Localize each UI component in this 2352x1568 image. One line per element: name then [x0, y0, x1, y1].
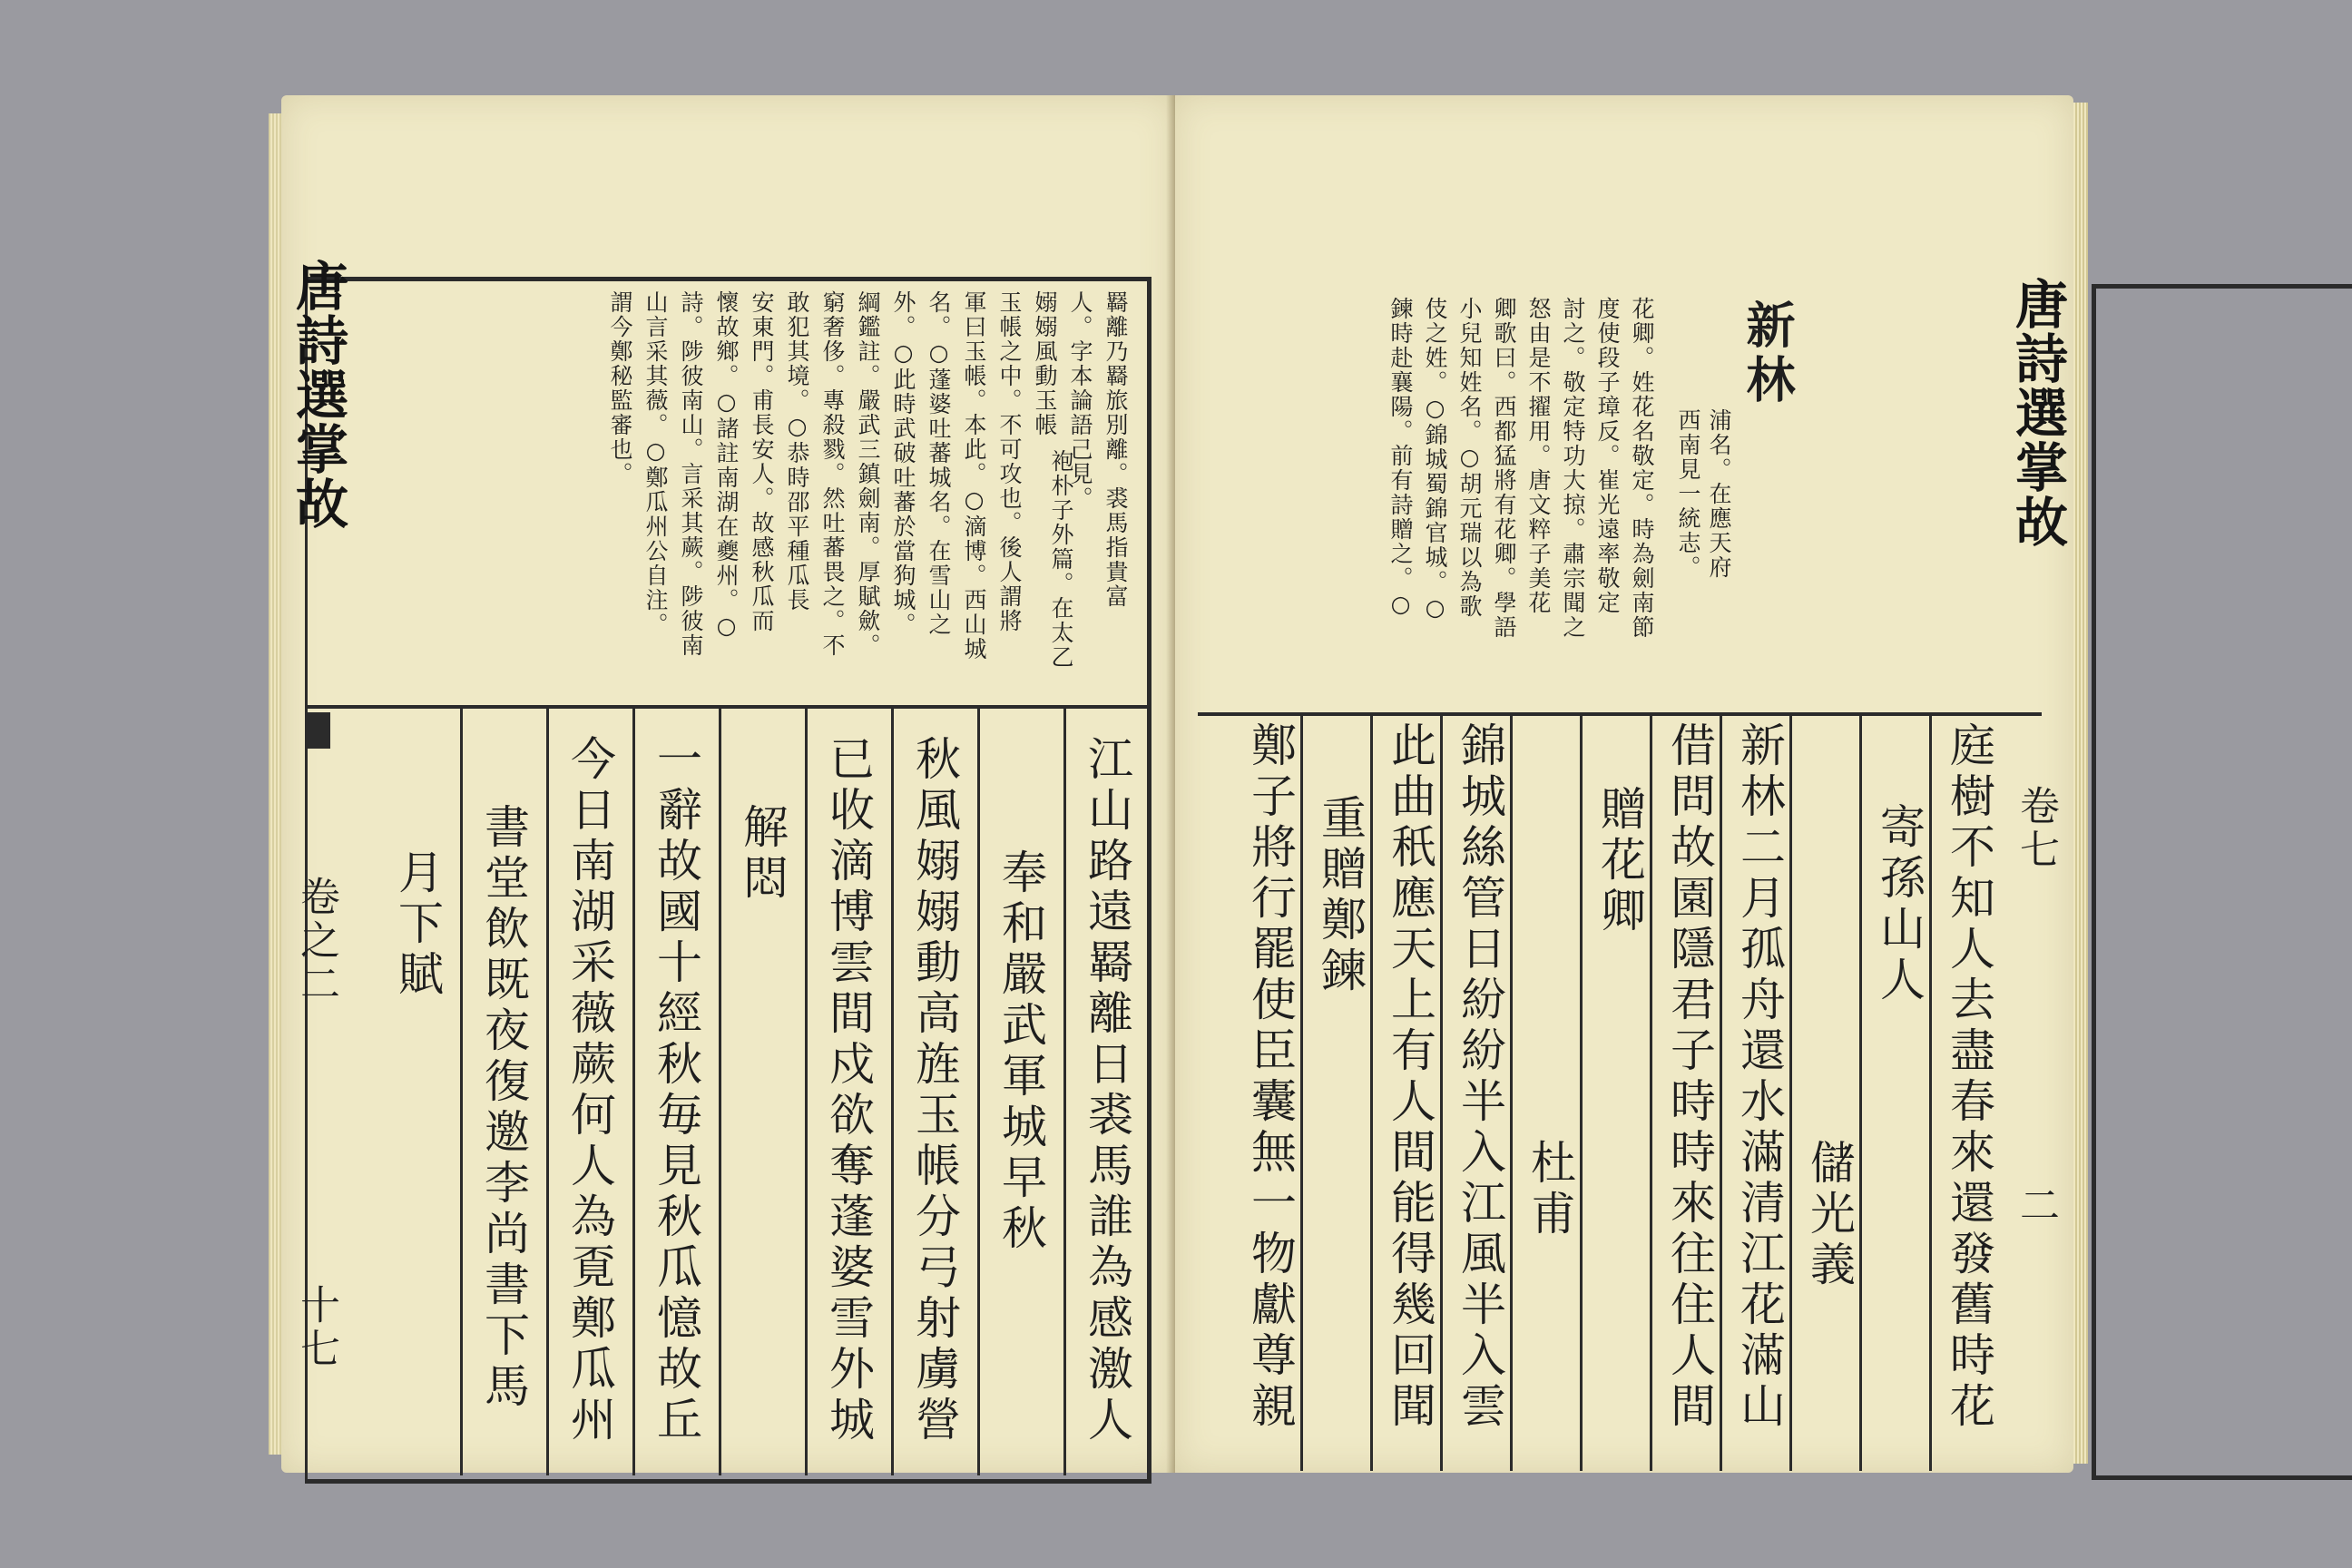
- commentary-column: 敢犯其境。○恭時邵平種瓜長: [784, 290, 810, 612]
- poem-column: 已收滴博雲間戍欲奪蓬婆雪外城: [822, 735, 875, 1446]
- column-rule: [805, 709, 808, 1475]
- poem-column: 杜甫: [1524, 1139, 1576, 1240]
- right-leaf-label: 二: [2013, 1184, 2059, 1228]
- commentary-column: 外。○此時武破吐蕃於當狗城。: [890, 290, 916, 637]
- commentary-column: 窮奢侈。專殺戮。然吐蕃畏之。不: [819, 290, 846, 658]
- column-rule: [1580, 716, 1583, 1471]
- column-rule: [977, 709, 980, 1475]
- commentary-column: 綱鑑註。嚴武三鎮劍南。厚賦歛。: [855, 290, 881, 658]
- poem-column: 秋風嫋嫋動高旌玉帳分弓射虜營: [908, 735, 961, 1446]
- column-rule: [1370, 716, 1373, 1471]
- poem-column: 江山路遠羇離日裘馬誰為感激人: [1081, 735, 1133, 1446]
- poem-column: 今日南湖采薇蕨何人為覔鄭瓜州: [564, 735, 616, 1446]
- left-volume-label: 卷之二: [293, 876, 339, 1006]
- right-print-frame: [2092, 284, 2352, 1480]
- left-divider: [305, 705, 1149, 709]
- left-commentary-note: 袍朴子外篇。在太乙: [1048, 449, 1074, 670]
- poem-column: 寄孫山人: [1873, 803, 1926, 1006]
- column-rule: [546, 709, 549, 1475]
- column-rule: [1720, 716, 1722, 1471]
- left-leaf-label: 十七: [293, 1284, 339, 1371]
- commentary-column: 山言采其薇。○鄭瓜州公自注。: [642, 290, 669, 637]
- column-rule: [1300, 716, 1303, 1471]
- headword-note-column: 浦名。在應天府: [1706, 408, 1732, 580]
- commentary-column: 安東門。甫長安人。故感秋瓜而: [749, 290, 775, 633]
- commentary-column: 軍曰玉帳。本此。○滴博。西山城: [961, 290, 987, 662]
- left-fishtail-mark: [305, 712, 330, 749]
- column-rule: [1440, 716, 1443, 1471]
- poem-column: 借問故園隱君子時時來往住人間: [1663, 721, 1716, 1433]
- commentary-column: 名。○蓬婆吐蕃城名。在雪山之: [926, 290, 952, 637]
- poem-column: 鄭子將行罷使臣囊無一物獻尊親: [1244, 721, 1297, 1433]
- poem-column: 庭樹不知人去盡春來還發舊時花: [1943, 721, 1995, 1433]
- poem-column: 錦城絲管日紛紛半入江風半入雲: [1454, 721, 1506, 1433]
- poem-column: 月下賦: [391, 848, 444, 1001]
- open-book: [281, 95, 2073, 1473]
- column-rule: [1650, 716, 1652, 1471]
- commentary-column: 怒由是不擢用。唐文粹子美花: [1525, 297, 1552, 615]
- poem-column: 此曲秖應天上有人間能得幾回聞: [1384, 721, 1436, 1433]
- column-rule: [891, 709, 894, 1475]
- right-page: [1175, 95, 2073, 1473]
- commentary-column: 人。字本論語己見。: [1067, 290, 1093, 511]
- right-divider: [1198, 712, 2042, 716]
- column-rule: [1859, 716, 1862, 1471]
- column-rule: [1789, 716, 1792, 1471]
- poem-column: 儲光義: [1803, 1139, 1856, 1291]
- poem-column: 一辭故國十經秋毎見秋瓜憶故丘: [650, 735, 702, 1446]
- commentary-column: 鍊時赴襄陽。前有詩贈之。○: [1387, 297, 1414, 619]
- commentary-column: 度使段子璋反。崔光遠率敬定: [1594, 297, 1621, 615]
- commentary-column: 詩。陟彼南山。言采其蕨。陟彼南: [678, 290, 704, 658]
- column-rule: [1063, 709, 1066, 1475]
- commentary-column: 卿歌曰。西都猛將有花卿。學語: [1491, 297, 1517, 640]
- right-page-edge: [2073, 103, 2088, 1464]
- commentary-column: 討之。敬定特功大掠。肅宗聞之: [1560, 297, 1586, 640]
- commentary-column: 玉帳之中。不可攻也。後人謂將: [996, 290, 1023, 633]
- left-page-edge: [269, 113, 281, 1455]
- poem-column: 奉和嚴武軍城早秋: [995, 848, 1047, 1255]
- commentary-column: 伎之姓。○錦城蜀錦官城。○: [1422, 297, 1448, 622]
- commentary-column: 嫋嫋風動玉帳: [1032, 290, 1058, 437]
- column-rule: [632, 709, 635, 1475]
- column-rule: [460, 709, 463, 1475]
- right-spine-label: 唐詩選掌故: [2006, 277, 2068, 549]
- left-page: [281, 95, 1175, 1473]
- right-headword: 新林: [1739, 299, 1797, 408]
- commentary-column: 羇離乃羇旅別離。裘馬指貴富: [1102, 290, 1129, 609]
- column-rule: [1510, 716, 1513, 1471]
- commentary-column: 小兒知姓名。○胡元瑞以為歌: [1456, 297, 1483, 619]
- commentary-column: 花卿。姓花名敬定。時為劍南節: [1629, 297, 1655, 640]
- left-spine-label: 唐詩選掌故: [287, 259, 348, 531]
- poem-column: 贈花卿: [1593, 785, 1646, 937]
- column-rule: [719, 709, 721, 1475]
- poem-column: 書堂飲既夜復邀李尚書下馬: [477, 803, 530, 1413]
- commentary-column: 謂今鄭秘監審也。: [607, 290, 633, 486]
- column-rule: [1929, 716, 1932, 1471]
- poem-column: 重贈鄭鍊: [1314, 794, 1367, 997]
- poem-column: 解悶: [736, 803, 789, 905]
- headword-note-column: 西南見一統志。: [1675, 408, 1701, 580]
- poem-column: 新林二月孤舟還水滿清江花滿山: [1733, 721, 1786, 1433]
- right-volume-label: 卷七: [2013, 785, 2059, 872]
- commentary-column: 懷故鄉。○諸註南湖在夔州。○: [713, 290, 740, 641]
